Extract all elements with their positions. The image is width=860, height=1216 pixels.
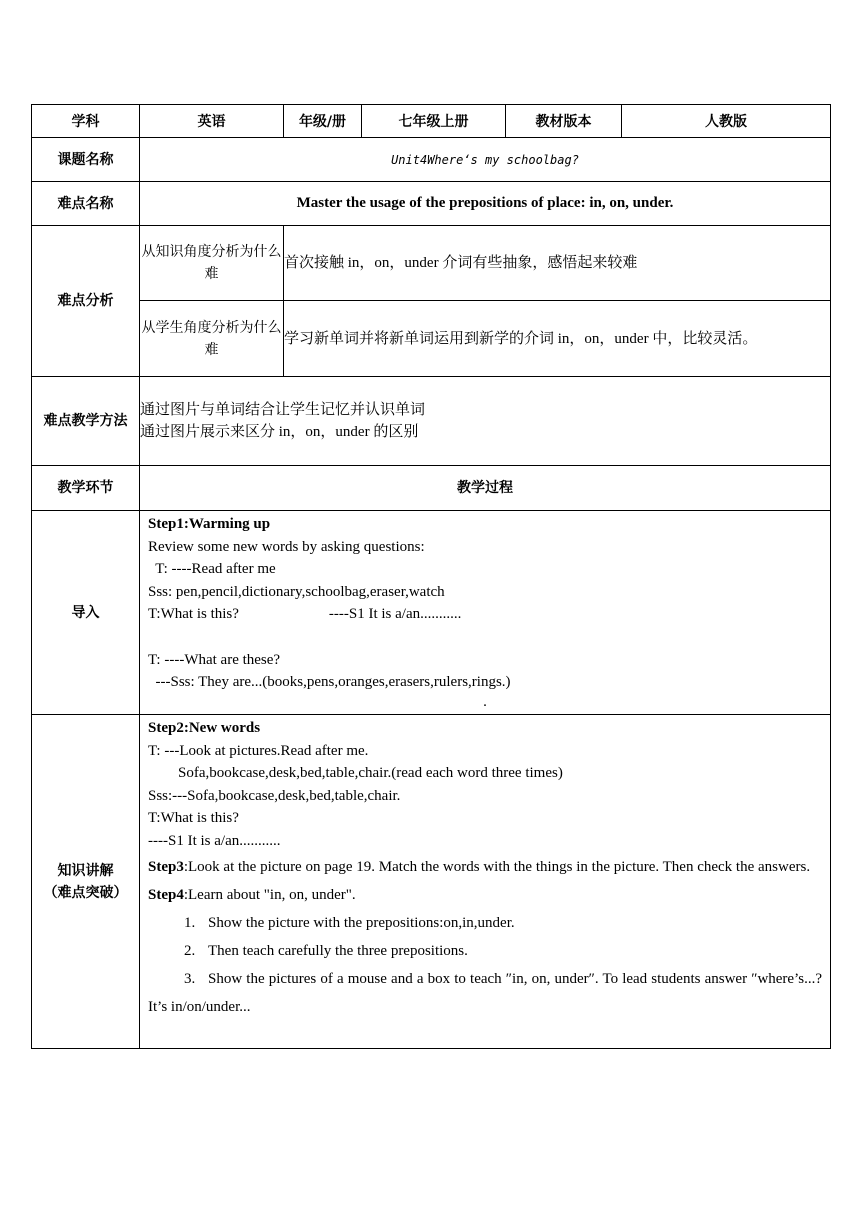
analysis-row-knowledge [32,226,831,301]
method-line-1: 通过图片与单词结合让学生记忆并认识单词 [140,402,426,418]
knowledge-label-line2: （难点突破） [43,884,128,901]
grade-value: 七年级上册 [362,105,506,138]
difficulty-value: Master the usage of the prepositions of place: in, on, under. [140,182,831,226]
knowledge-row [32,715,831,1049]
step1-title: Step1:Warming up [148,516,271,532]
step4-paragraph: Step4:Learn about "in, on, under". [148,886,356,903]
knowledge-content [140,715,831,1049]
knowledge-angle-label: 从知识角度分析为什么难 [140,226,284,301]
intro-label: 导入 [32,511,140,715]
grade-label: 年级/册 [284,105,362,138]
topic-row [32,138,831,182]
topic-value: Unit4Where‘s my schoolbag? [140,138,831,182]
trailing-dot: . [483,693,487,710]
subject-value: 英语 [140,105,284,138]
difficulty-row [32,182,831,226]
edition-value: 人教版 [622,105,831,138]
header-row [32,105,831,138]
process-header-value: 教学过程 [140,466,831,511]
step2-line: T: ---Look at pictures.Read after me. [148,742,369,759]
intro-line: ---Sss: They are...(books,pens,oranges,erasers,rulers,rings.) [148,674,511,691]
analysis-row-student [32,301,831,377]
edition-label: 教材版本 [506,105,622,138]
intro-line: T: ----What are these? [148,651,281,668]
topic-label: 课题名称 [32,138,140,182]
process-header-row [32,466,831,511]
method-label: 难点教学方法 [32,377,140,466]
intro-line: T:What is this? ----S1 It is a/an........... [148,606,462,623]
analysis-label: 难点分析 [32,226,140,377]
list-item: 2. Then teach carefully the three prepositions. [184,942,468,959]
list-item: 1. Show the picture with the prepositions:on,in,under. [184,914,515,931]
subject-label: 学科 [32,105,140,138]
step2-line: Sofa,bookcase,desk,bed,table,chair.(read each word three times) [148,765,563,782]
step2-line: Sss:---Sofa,bookcase,desk,bed,table,chair. [148,787,401,804]
student-angle-label: 从学生角度分析为什么难 [140,301,284,377]
student-angle-value: 学习新单词并将新单词运用到新学的介词 in，on，under 中，比较灵活。 [284,301,831,377]
intro-row [32,511,831,715]
step2-line: ----S1 It is a/an........... [148,832,281,849]
method-line-2: 通过图片展示来区分 in，on，under 的区别 [140,424,419,440]
intro-line [148,626,822,649]
intro-line: Sss: pen,pencil,dictionary,schoolbag,eraser,watch [148,583,445,600]
difficulty-label: 难点名称 [32,182,140,226]
step2-line: T:What is this? [148,810,239,827]
lesson-table [31,104,831,1049]
step2-title: Step2:New words [148,720,261,736]
knowledge-label [32,715,140,1049]
intro-line: T: ----Read after me [148,561,276,578]
method-row [32,377,831,466]
knowledge-angle-value: 首次接触 in，on，under 介词有些抽象，感悟起来较难 [284,226,831,301]
intro-content [140,511,831,715]
knowledge-label-line1: 知识讲解 [57,862,114,879]
method-value [140,377,831,466]
process-section-label: 教学环节 [32,466,140,511]
list-item: 3. Show the pictures of a mouse and a box to teach ″in, on, under″. To lead students answer ″where’s...? It’s in/on/under... [148,970,822,1015]
intro-line: Review some new words by asking questions: [148,538,425,555]
step3-paragraph: Step3:Look at the picture on page 19. Match the words with the things in the picture. Then check the answers. [148,858,811,875]
